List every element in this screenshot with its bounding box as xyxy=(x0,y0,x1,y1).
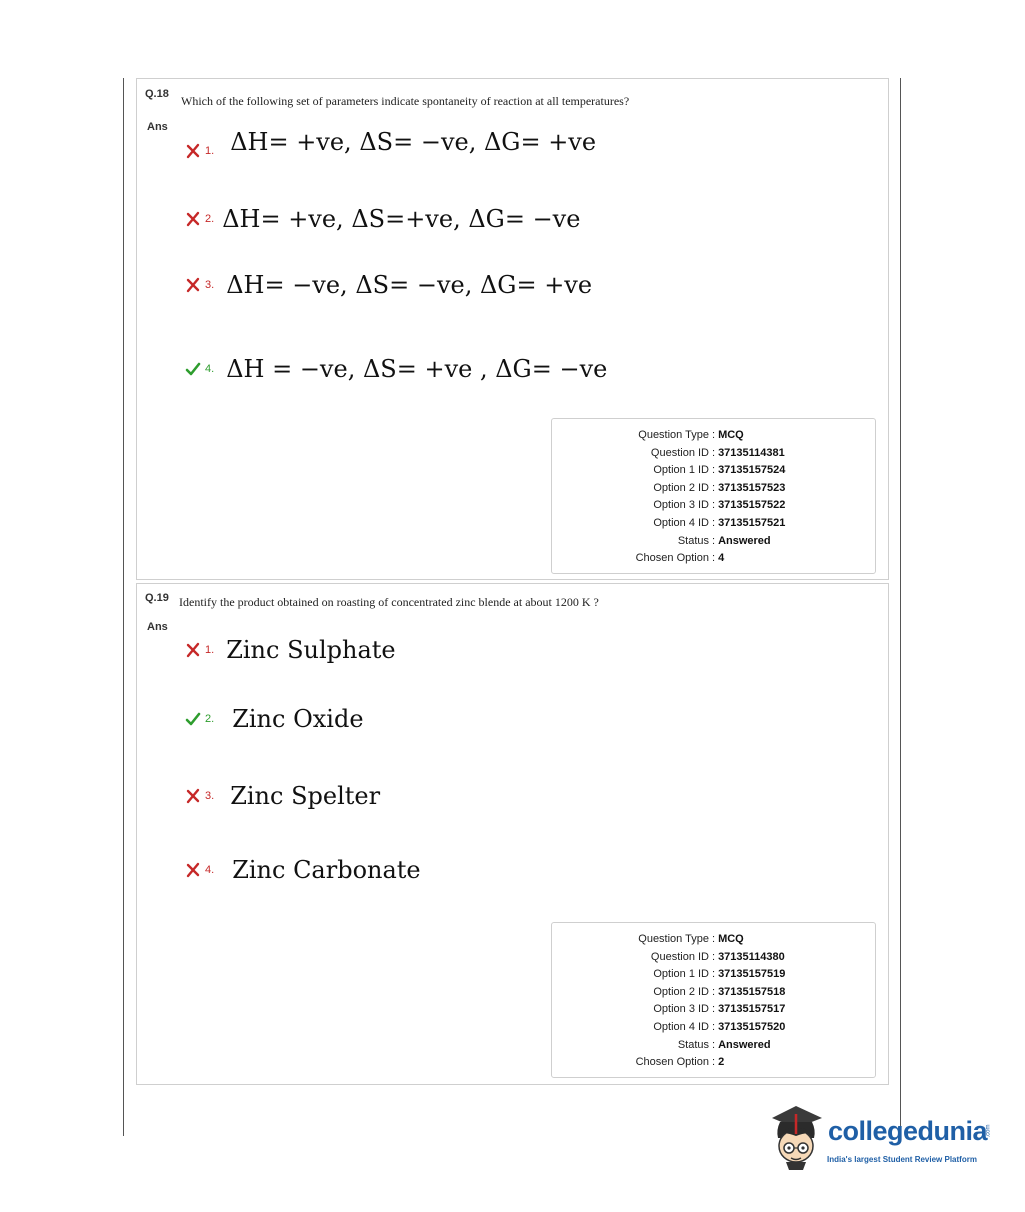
meta-key: Option 3 ID xyxy=(653,499,709,512)
option-text: Zinc Carbonate xyxy=(232,856,421,884)
meta-row: Status : Answered xyxy=(552,533,875,551)
option-text: ΔH= +ve, ΔS= −ve, ΔG= +ve xyxy=(230,128,597,156)
meta-key: Question Type xyxy=(638,429,709,441)
meta-value: 37135157519 xyxy=(718,968,786,981)
question-meta-panel xyxy=(551,418,876,574)
meta-row: Chosen Option : 2 xyxy=(552,1054,875,1072)
option-text: ΔH = −ve, ΔS= +ve , ΔG= −ve xyxy=(226,355,608,383)
answer-label: Ans xyxy=(147,621,168,633)
question-number: Q.19 xyxy=(145,592,169,604)
meta-row: Question ID : 37135114381 xyxy=(552,445,875,463)
option-4 xyxy=(185,856,421,884)
option-number: 3. xyxy=(205,279,215,291)
option-number: 2. xyxy=(205,213,215,225)
collegedunia-logo[interactable] xyxy=(766,1104,996,1174)
meta-row: Option 2 ID : 37135157523 xyxy=(552,480,875,498)
option-text: Zinc Oxide xyxy=(232,705,364,733)
option-text: Zinc Sulphate xyxy=(226,636,396,664)
option-text: ΔH= −ve, ΔS= −ve, ΔG= +ve xyxy=(226,271,593,299)
option-1 xyxy=(185,636,396,664)
meta-key: Chosen Option xyxy=(635,552,709,565)
meta-key: Question ID xyxy=(650,446,709,459)
brand-suffix: .com xyxy=(985,1124,992,1138)
mascot-icon xyxy=(766,1104,826,1170)
meta-key: Option 2 ID xyxy=(653,481,709,494)
meta-row: Option 3 ID : 37135157517 xyxy=(552,1001,875,1019)
meta-key: Option 2 ID xyxy=(653,985,709,998)
meta-row: Option 3 ID : 37135157522 xyxy=(552,497,875,515)
check-icon xyxy=(185,361,201,377)
meta-key: Option 4 ID xyxy=(653,516,709,529)
cross-icon xyxy=(185,143,201,159)
meta-row: Question Type : MCQ xyxy=(552,427,875,445)
option-2 xyxy=(185,205,580,233)
answer-label: Ans xyxy=(147,121,168,133)
cross-icon xyxy=(185,211,201,227)
brand-name: collegedunia xyxy=(828,1116,988,1146)
meta-row: Option 2 ID : 37135157518 xyxy=(552,984,875,1002)
meta-value: MCQ xyxy=(718,933,744,945)
meta-row: Status : Answered xyxy=(552,1037,875,1055)
cross-icon xyxy=(185,642,201,658)
meta-value: 37135114380 xyxy=(718,950,785,963)
meta-row: Question Type : MCQ xyxy=(552,931,875,949)
meta-key: Option 1 ID xyxy=(653,968,709,981)
option-number: 4. xyxy=(205,363,215,375)
meta-value: 37135157523 xyxy=(718,481,786,494)
option-3 xyxy=(185,782,380,810)
question-card-19 xyxy=(136,583,889,1085)
meta-key: Question ID xyxy=(650,950,709,963)
meta-row: Option 4 ID : 37135157520 xyxy=(552,1019,875,1037)
meta-value: 37135157520 xyxy=(718,1020,786,1033)
meta-key: Chosen Option xyxy=(635,1056,709,1069)
cross-icon xyxy=(185,277,201,293)
meta-value: 37135157518 xyxy=(718,985,786,998)
option-number: 1. xyxy=(205,145,215,157)
meta-value: 37135114381 xyxy=(718,446,785,459)
meta-value: MCQ xyxy=(718,429,744,441)
option-4 xyxy=(185,355,607,383)
option-3 xyxy=(185,271,592,299)
meta-value: 37135157524 xyxy=(718,464,786,477)
meta-row: Chosen Option : 4 xyxy=(552,550,875,568)
question-meta-panel xyxy=(551,922,876,1078)
meta-key: Status xyxy=(677,1038,709,1051)
question-text: Identify the product obtained on roasting of concentrated zinc blende at about 1200 K ? xyxy=(179,595,599,609)
meta-row: Option 4 ID : 37135157521 xyxy=(552,515,875,533)
meta-row: Option 1 ID : 37135157519 xyxy=(552,966,875,984)
question-number: Q.18 xyxy=(145,88,169,100)
left-page-rule xyxy=(123,78,124,1136)
option-text: ΔH= +ve, ΔS=+ve, ΔG= −ve xyxy=(222,205,581,233)
meta-value: Answered xyxy=(718,1038,771,1051)
cross-icon xyxy=(185,862,201,878)
meta-value: Answered xyxy=(718,534,771,547)
brand-tagline: India's largest Student Review Platform xyxy=(827,1155,977,1164)
meta-value: 37135157521 xyxy=(718,516,786,529)
option-number: 4. xyxy=(205,864,215,876)
meta-key: Option 3 ID xyxy=(653,1003,709,1016)
meta-value: 37135157522 xyxy=(718,499,786,512)
option-number: 2. xyxy=(205,713,215,725)
question-card-18 xyxy=(136,78,889,580)
right-page-rule xyxy=(900,78,901,1128)
option-number: 1. xyxy=(205,644,215,656)
question-text: Which of the following set of parameters indicate spontaneity of reaction at all temperatures? xyxy=(181,94,630,108)
meta-row: Question ID : 37135114380 xyxy=(552,949,875,967)
option-2 xyxy=(185,705,364,733)
meta-value: 37135157517 xyxy=(718,1003,786,1016)
meta-key: Option 1 ID xyxy=(653,464,709,477)
option-1 xyxy=(185,125,596,159)
meta-row: Option 1 ID : 37135157524 xyxy=(552,462,875,480)
check-icon xyxy=(185,711,201,727)
meta-key: Status xyxy=(677,534,709,547)
cross-icon xyxy=(185,788,201,804)
meta-key: Option 4 ID xyxy=(653,1020,709,1033)
meta-key: Question Type xyxy=(638,933,709,945)
meta-value: 4 xyxy=(718,552,725,565)
option-text: Zinc Spelter xyxy=(230,782,381,810)
option-number: 3. xyxy=(205,790,215,802)
meta-value: 2 xyxy=(718,1056,725,1069)
